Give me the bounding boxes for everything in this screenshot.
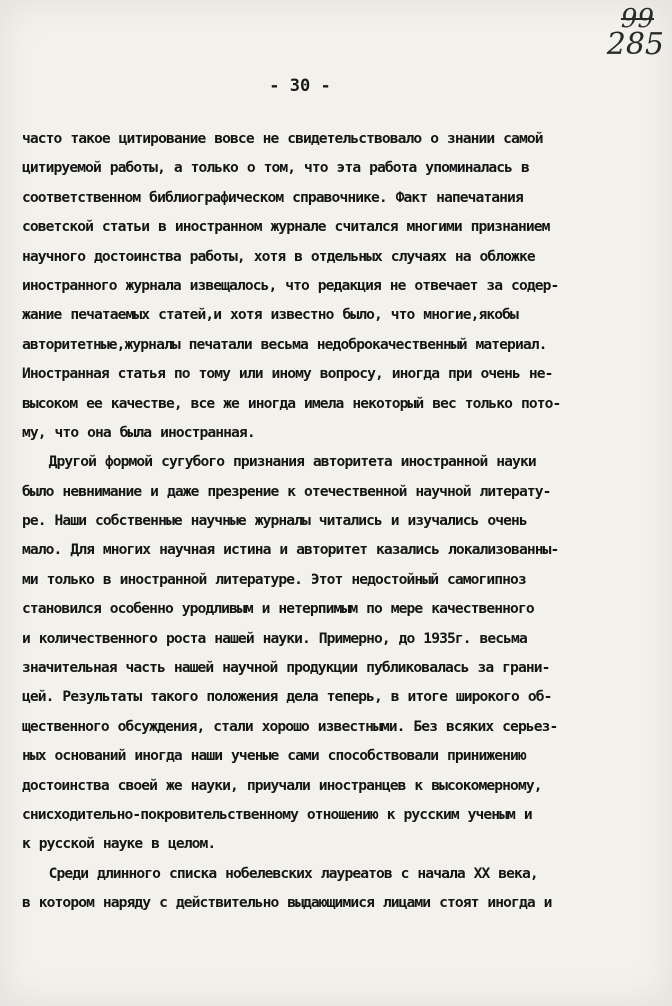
text-line: соответственном библиографическом справочнике. Факт напечатания [22, 188, 523, 206]
text-line: Другой формой сугубого признания авторитета иностранной науки [22, 453, 536, 471]
text-line: ре. Наши собственные научные журналы читались и изучались очень [22, 512, 527, 530]
text-line: цитируемой работы, а только о том, что эта работа упоминалась в [22, 159, 529, 177]
folio-number: 285 [606, 27, 664, 62]
body-text [22, 124, 672, 918]
text-line: иностранного журнала извещалось, что редакция не отвечает за содер- [22, 276, 559, 294]
text-line: значительная часть нашей научной продукции публиковалась за грани- [22, 659, 550, 677]
text-line: авторитетные,журналы печатали весьма недоброкачественный материал. [22, 335, 547, 353]
text-line: му, что она была иностранная. [22, 423, 255, 441]
text-line: снисходительно-покровительственному отношению к русским ученым и [22, 805, 532, 823]
text-line: часто такое цитирование вовсе не свидетельствовало о знании самой [22, 130, 543, 147]
archive-folio-number [594, 6, 664, 60]
page-number: - 30 - [269, 76, 331, 96]
text-line: ных оснований иногда наши ученые сами способствовали принижению [22, 747, 526, 765]
text-line: к русской науке в целом. [22, 835, 216, 853]
text-line: цей. Результаты такого положения дела теперь, в итоге широкого об- [22, 688, 552, 706]
text-line: в котором наряду с действительно выдающимися лицами стоят иногда и [22, 894, 552, 912]
text-line: научного достоинства работы, хотя в отдельных случаях на обложке [22, 247, 535, 265]
text-line: мало. Для многих научная истина и авторитет казались локализованны- [22, 541, 559, 559]
text-line: Среди длинного списка нобелевских лауреатов с начала XX века, [22, 864, 538, 882]
text-line: советской статьи в иностранном журнале считался многими признанием [22, 218, 550, 236]
text-line: щественного обсуждения, стали хорошо известными. Без всяких серьез- [22, 717, 558, 735]
text-line: и количественного роста нашей науки. Примерно, до 1935г. весьма [22, 629, 527, 647]
text-line: становился особенно уродливым и нетерпимым по мере качественного [22, 600, 534, 618]
struck-folio-number: 99 [620, 4, 654, 34]
text-line: ми только в иностранной литературе. Этот недостойный самогипноз [22, 570, 526, 588]
text-line: жание печатаемых статей,и хотя известно было, что многие,якобы [22, 306, 518, 324]
text-line: было невнимание и даже презрение к отечественной научной литерату- [22, 482, 551, 500]
text-line: Иностранная статья по тому или иному вопросу, иногда при очень не- [22, 365, 553, 383]
text-line: достоинства своей же науки, приучали иностранцев к высокомерному, [22, 776, 542, 794]
text-line: высоком ее качестве, все же иногда имела некоторый вес только пото- [22, 394, 561, 412]
